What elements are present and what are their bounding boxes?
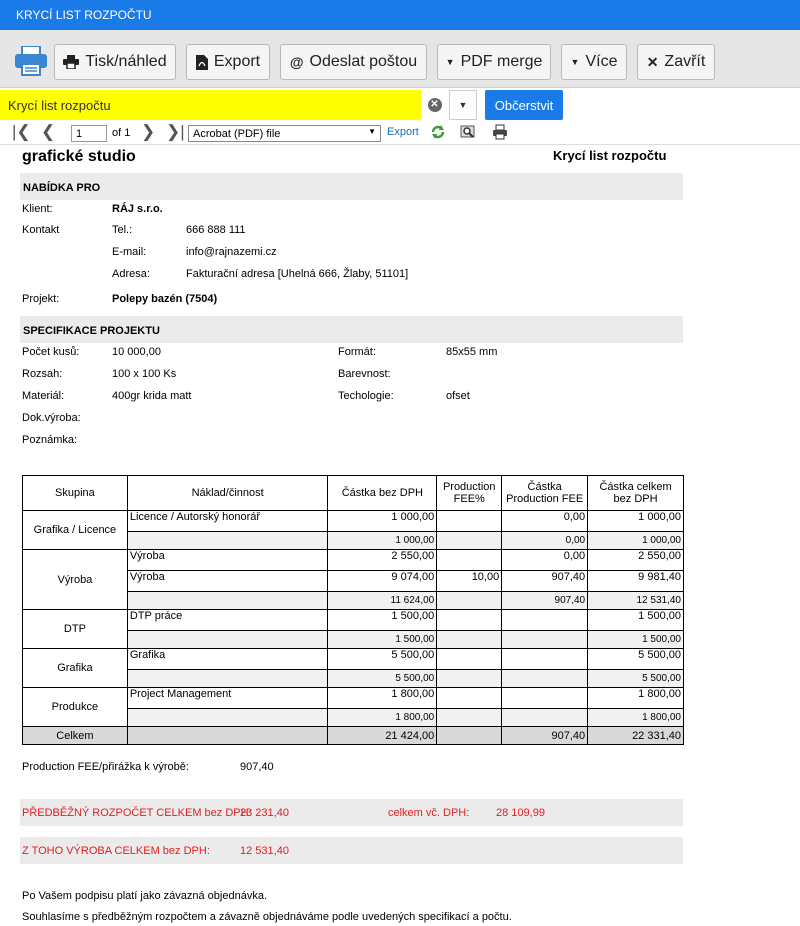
- cost-table: [22, 475, 684, 745]
- page-count: of 1: [112, 127, 131, 139]
- group-name: Produkce: [23, 688, 128, 727]
- technology-value: ofset: [446, 390, 470, 402]
- color-label: Barevnost:: [338, 368, 391, 380]
- scope-value: 100 x 100 Ks: [112, 368, 177, 380]
- subtotal-fee-amount: [502, 631, 588, 649]
- item-name: Grafika: [127, 649, 328, 670]
- fee-summary-label: Production FEE/přirážka k výrobě:: [22, 761, 189, 773]
- subtotal-blank: [127, 631, 328, 649]
- export-format-select[interactable]: [188, 125, 381, 142]
- scope-label: Rozsah:: [22, 368, 63, 380]
- header-fee-amount-line2: Production FEE: [506, 493, 584, 505]
- clear-icon: ✕: [428, 98, 442, 112]
- more-button[interactable]: [561, 44, 627, 80]
- phone-value: 666 888 111: [186, 224, 246, 236]
- subtotal-fee-amount: [502, 709, 588, 727]
- refresh-icon[interactable]: [430, 124, 446, 140]
- total-cell: 9 981,40: [588, 571, 684, 592]
- company-name: grafické studio: [22, 148, 136, 165]
- last-page-icon[interactable]: ❯|: [166, 122, 185, 141]
- fee-amount-cell: 907,40: [502, 571, 588, 592]
- prev-page-icon[interactable]: ❮: [41, 122, 56, 141]
- client-label: Klient:: [22, 203, 53, 215]
- export-format-value: Acrobat (PDF) file: [193, 128, 281, 140]
- address-label: Adresa:: [112, 268, 150, 280]
- offer-section-band: [20, 173, 683, 200]
- project-label: Projekt:: [22, 293, 60, 305]
- zoom-icon[interactable]: [460, 124, 476, 140]
- subtotal-blank: [437, 532, 502, 550]
- report-dropdown-button[interactable]: [449, 90, 477, 120]
- total-cell: 5 500,00: [588, 649, 684, 670]
- grand-total-amount: 21 424,00: [328, 727, 437, 745]
- item-name: DTP práce: [127, 610, 328, 631]
- fee-pct-cell: [437, 649, 502, 670]
- report-selector-bar: [0, 89, 800, 121]
- header-group: Skupina: [23, 476, 128, 511]
- subtotal-blank: [437, 670, 502, 688]
- total-cell: 1 000,00: [588, 511, 684, 532]
- first-page-icon[interactable]: |❮: [12, 122, 31, 141]
- window-title: KRYCÍ LIST ROZPOČTU: [16, 8, 152, 22]
- subtotal-fee-amount: [502, 670, 588, 688]
- send-mail-button[interactable]: [280, 44, 427, 80]
- phone-label: Tel.:: [112, 224, 133, 236]
- email-value: info@rajnazemi.cz: [186, 246, 277, 258]
- subtotal-amount: 1 000,00: [328, 532, 437, 550]
- qty-value: 10 000,00: [112, 346, 161, 358]
- subtotal-amount: 1 800,00: [328, 709, 437, 727]
- header-fee-pct-line2: FEE%: [453, 493, 485, 505]
- prelim-total-label: PŘEDBĚŽNÝ ROZPOČET CELKEM bez DPH:: [22, 807, 252, 819]
- page-number-input[interactable]: 1: [71, 125, 107, 142]
- subtotal-total: 5 500,00: [588, 670, 684, 688]
- viewer-navbar: [0, 121, 800, 145]
- amount-cell: 5 500,00: [328, 649, 437, 670]
- window-titlebar: [0, 0, 800, 30]
- subtotal-total: 1 800,00: [588, 709, 684, 727]
- production-total-label: Z TOHO VÝROBA CELKEM bez DPH:: [22, 845, 210, 857]
- subtotal-total: 12 531,40: [588, 592, 684, 610]
- caret-down-icon: ▼: [368, 127, 376, 136]
- printer-icon[interactable]: [14, 46, 48, 76]
- format-label: Formát:: [338, 346, 376, 358]
- subtotal-total: 1 000,00: [588, 532, 684, 550]
- fee-summary-value: 907,40: [240, 761, 274, 773]
- pdf-merge-label: PDF merge: [460, 53, 543, 70]
- fee-amount-cell: [502, 610, 588, 631]
- subtotal-fee-amount: 0,00: [502, 532, 588, 550]
- export-button[interactable]: [186, 44, 270, 80]
- print-preview-label: Tisk/náhled: [85, 53, 167, 70]
- print-preview-button[interactable]: [54, 44, 176, 80]
- subtotal-amount: 5 500,00: [328, 670, 437, 688]
- header-fee-pct: [437, 476, 502, 511]
- caret-down-icon: ▼: [570, 57, 580, 67]
- fee-amount-cell: 0,00: [502, 511, 588, 532]
- fee-amount-cell: 0,00: [502, 550, 588, 571]
- grand-total-blank: [127, 727, 328, 745]
- total-cell: 2 550,00: [588, 550, 684, 571]
- clear-button[interactable]: [421, 90, 448, 120]
- next-page-icon[interactable]: ❯: [141, 122, 156, 141]
- grand-total-label: Celkem: [23, 727, 128, 745]
- print-icon: [63, 55, 79, 69]
- total-cell: 1 500,00: [588, 610, 684, 631]
- subtotal-amount: 1 500,00: [328, 631, 437, 649]
- subtotal-total: 1 500,00: [588, 631, 684, 649]
- header-amount: Částka bez DPH: [328, 476, 437, 511]
- item-name: Výroba: [127, 571, 328, 592]
- table-row: [23, 649, 684, 670]
- close-icon: ✕: [646, 53, 659, 70]
- item-name: Project Management: [127, 688, 328, 709]
- header-fee-amount: [502, 476, 588, 511]
- fee-amount-cell: [502, 688, 588, 709]
- close-label: Zavřít: [664, 53, 706, 70]
- header-item: Náklad/činnost: [127, 476, 328, 511]
- close-button[interactable]: [637, 44, 715, 80]
- project-value: Polepy bazén (7504): [112, 293, 218, 305]
- fee-pct-cell: [437, 688, 502, 709]
- item-name: Výroba: [127, 550, 328, 571]
- grand-total-row: [23, 727, 684, 745]
- toolbar: [0, 30, 800, 88]
- amount-cell: 9 074,00: [328, 571, 437, 592]
- send-mail-label: Odeslat poštou: [309, 53, 418, 70]
- header-total: [588, 476, 684, 511]
- print-icon[interactable]: [492, 124, 508, 140]
- export-link[interactable]: Export: [387, 126, 419, 138]
- subtotal-fee-amount: 907,40: [502, 592, 588, 610]
- refresh-button[interactable]: Občerstvit: [485, 90, 563, 120]
- caret-down-icon: ▼: [445, 57, 455, 67]
- fee-pct-cell: [437, 550, 502, 571]
- table-row: [23, 688, 684, 709]
- subtotal-blank: [437, 631, 502, 649]
- agreement-note: Souhlasíme s předběžným rozpočtem a závazně objednáváme podle uvedených specifikací a počtu.: [22, 911, 512, 923]
- at-icon: @: [289, 54, 304, 70]
- header-fee-pct-line1: Production: [442, 481, 496, 493]
- subtotal-blank: [437, 709, 502, 727]
- grand-total-total: 22 331,40: [588, 727, 684, 745]
- prelim-total-value: 23 231,40: [240, 807, 289, 819]
- subtotal-blank: [127, 592, 328, 610]
- grand-total-blank: [437, 727, 502, 745]
- note-label: Poznámka:: [22, 434, 78, 446]
- material-value: 400gr krida matt: [112, 390, 192, 402]
- amount-cell: 1 500,00: [328, 610, 437, 631]
- email-label: E-mail:: [112, 246, 147, 258]
- vat-total-label: celkem vč. DPH:: [388, 807, 470, 819]
- item-name: Licence / Autorský honorář: [127, 511, 328, 532]
- material-label: Materiál:: [22, 390, 65, 402]
- binding-note: Po Vašem podpisu platí jako závazná objednávka.: [22, 890, 268, 902]
- group-name: Grafika: [23, 649, 128, 688]
- header-total-line2: bez DPH: [613, 493, 658, 505]
- caret-down-icon: ▼: [458, 100, 468, 110]
- pdf-file-icon: [196, 55, 208, 70]
- fee-pct-cell: [437, 511, 502, 532]
- offer-section-title: NABÍDKA PRO: [23, 182, 101, 194]
- client-value: RÁJ s.r.o.: [112, 203, 163, 215]
- spec-section-title: SPECIFIKACE PROJEKTU: [23, 325, 160, 337]
- table-row: [23, 550, 684, 571]
- more-label: Více: [585, 53, 618, 70]
- fee-amount-cell: [502, 649, 588, 670]
- format-value: 85x55 mm: [446, 346, 498, 358]
- address-value: Fakturační adresa [Uhelná 666, Žlaby, 51101]: [186, 268, 409, 280]
- pdf-merge-button[interactable]: [437, 44, 551, 80]
- report-select-input[interactable]: Krycí list rozpočtu: [0, 90, 421, 120]
- subtotal-amount: 11 624,00: [328, 592, 437, 610]
- amount-cell: 1 800,00: [328, 688, 437, 709]
- header-total-line1: Částka celkem: [599, 481, 672, 493]
- subtotal-blank: [437, 592, 502, 610]
- group-name: DTP: [23, 610, 128, 649]
- fee-pct-cell: [437, 610, 502, 631]
- contact-label: Kontakt: [22, 224, 60, 236]
- group-name: Výroba: [23, 550, 128, 610]
- header-fee-amount-line1: Částka: [527, 481, 562, 493]
- subtotal-blank: [127, 709, 328, 727]
- report-page: [0, 145, 800, 926]
- export-label: Export: [213, 53, 261, 70]
- technology-label: Techologie:: [338, 390, 394, 402]
- table-row: [23, 511, 684, 532]
- subtotal-blank: [127, 670, 328, 688]
- group-name: Grafika / Licence: [23, 511, 128, 550]
- subtotal-blank: [127, 532, 328, 550]
- table-header-row: [23, 476, 684, 511]
- amount-cell: 2 550,00: [328, 550, 437, 571]
- qty-label: Počet kusů:: [22, 346, 80, 358]
- production-total-value: 12 531,40: [240, 845, 289, 857]
- document-title: Krycí list rozpočtu: [553, 148, 667, 163]
- amount-cell: 1 000,00: [328, 511, 437, 532]
- table-row: [23, 610, 684, 631]
- vat-total-value: 28 109,99: [496, 807, 545, 819]
- total-cell: 1 800,00: [588, 688, 684, 709]
- finishing-label: Dok.výroba:: [22, 412, 81, 424]
- fee-pct-cell: 10,00: [437, 571, 502, 592]
- grand-total-fee-amount: 907,40: [502, 727, 588, 745]
